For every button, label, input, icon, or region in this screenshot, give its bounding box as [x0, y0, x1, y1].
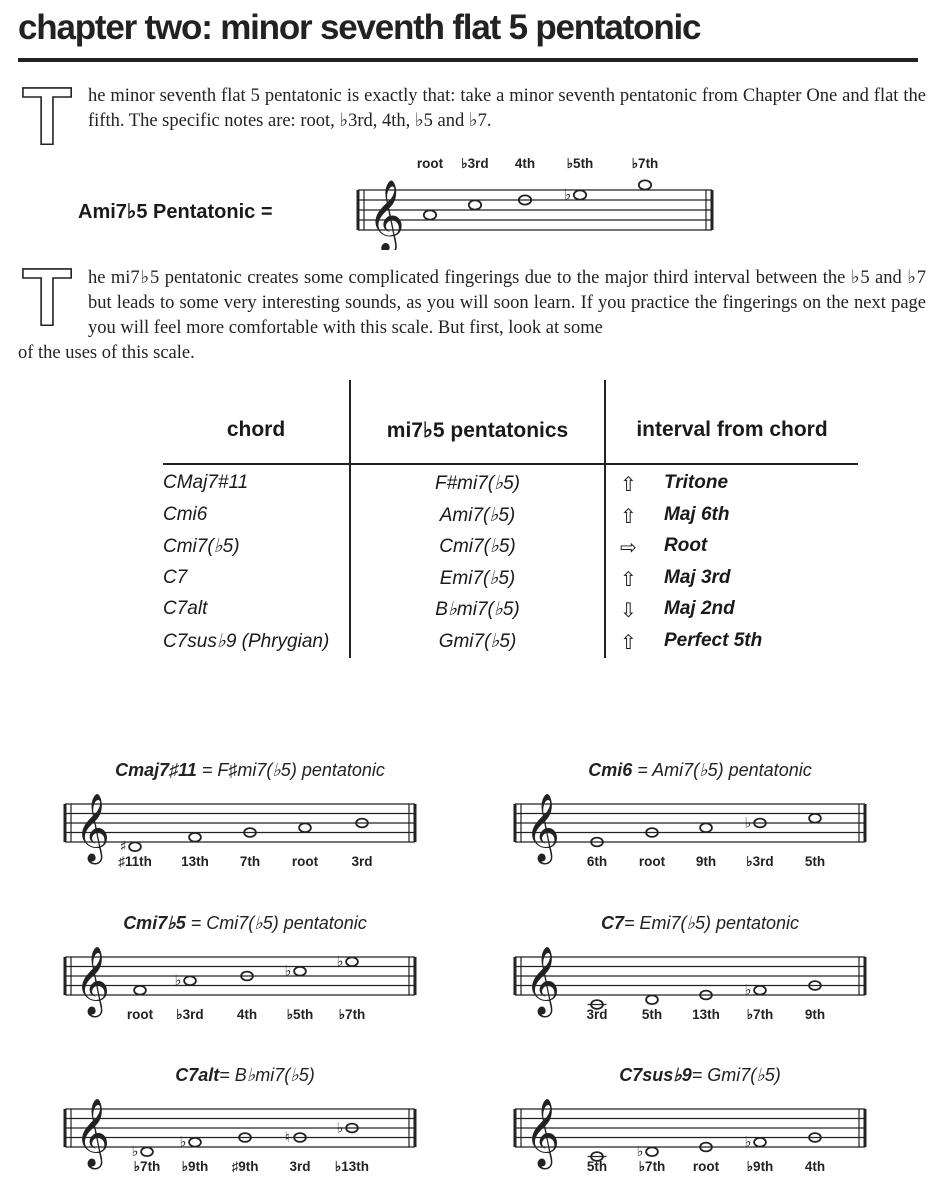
row-pentatonic: Cmi7(♭5): [439, 536, 516, 558]
intro-paragraph: he minor seventh flat 5 pentatonic is exactly that: take a minor seventh pentatonic from Chapter One and flat the fifth. The specific notes are: root, ♭3rd, 4th, ♭5 and ♭7.: [88, 86, 926, 131]
example-staff: [0, 1085, 941, 1185]
direction-arrow-icon: ⇧: [620, 474, 637, 496]
treble-clef-icon: 𝄞: [75, 1097, 110, 1167]
row-interval: Root: [664, 535, 708, 557]
interval-label: 4th: [236, 1007, 258, 1022]
row-pentatonic: F#mi7(♭5): [435, 473, 520, 494]
example-chord: Cmaj7♯11: [115, 760, 197, 780]
accidental-icon: ♭: [174, 973, 182, 990]
direction-arrow-icon: ⇧: [620, 632, 637, 654]
example-scale: = B♭mi7(♭5): [219, 1065, 315, 1085]
whole-note: [754, 1138, 766, 1147]
interval-label: 9th: [804, 1007, 826, 1022]
example-title: [540, 760, 860, 781]
accidental-icon: ♭: [336, 1120, 344, 1137]
interval-label: root: [291, 854, 319, 869]
row-interval: Perfect 5th: [664, 630, 763, 651]
second-paragraph: he mi7♭5 pentatonic creates some complicated fingerings due to the major third interval between the ♭5 and ♭7 but leads to some very interesting sounds, as you will soon learn. If you practice the fingerings on the next page you will feel more comfortable with this scale. But first, look at some: [88, 268, 926, 338]
interval-label: ♭9th: [181, 1159, 209, 1174]
treble-clef-icon: 𝄞: [75, 792, 110, 862]
treble-clef-icon: 𝄞: [525, 792, 560, 862]
interval-label: root: [638, 854, 666, 869]
row-chord: C7sus♭9 (Phrygian): [163, 631, 330, 652]
accidental-icon: ♭: [744, 815, 752, 832]
interval-label: 3rd: [351, 854, 373, 869]
example-scale: = F♯mi7(♭5) pentatonic: [196, 760, 385, 780]
whole-note: [646, 1147, 658, 1156]
row-interval: Tritone: [664, 472, 729, 493]
note-label: ♭7th: [631, 156, 659, 171]
interval-label: root: [126, 1007, 154, 1022]
interval-label: 7th: [239, 854, 261, 869]
example-title: [540, 913, 860, 934]
interval-label: ♭7th: [133, 1159, 161, 1174]
example-chord: C7alt: [175, 1065, 220, 1085]
accidental-icon: ♭: [564, 185, 572, 204]
header-pentatonics: mi7♭5 pentatonics: [386, 419, 569, 442]
example-scale: = Ami7(♭5) pentatonic: [632, 760, 812, 780]
second-paragraph-end: of the uses of this scale.: [18, 343, 195, 363]
interval-label: 6th: [586, 854, 608, 869]
example-scale: = Emi7(♭5) pentatonic: [623, 913, 800, 933]
interval-label: ♭7th: [638, 1159, 666, 1174]
interval-label: ♭7th: [338, 1007, 366, 1022]
row-chord: Cmi6: [163, 503, 208, 525]
whole-note: [424, 210, 436, 219]
interval-label: ♭3rd: [746, 854, 774, 869]
accidental-icon: ♭: [744, 982, 752, 999]
treble-clef-icon: 𝄞: [525, 1097, 560, 1167]
note-label: ♭3rd: [461, 156, 489, 171]
example-scale: = Gmi7(♭5): [691, 1065, 781, 1085]
interval-label: 9th: [695, 854, 717, 869]
row-chord: C7: [163, 566, 188, 588]
accidental-icon: ♮: [284, 1129, 290, 1146]
direction-arrow-icon: ⇨: [620, 537, 637, 560]
treble-clef-icon: 𝄞: [525, 945, 560, 1015]
note-label: root: [416, 156, 444, 171]
example-title: [540, 1065, 860, 1086]
accidental-icon: ♭: [131, 1144, 139, 1161]
whole-note: [754, 986, 766, 995]
interval-label: root: [692, 1159, 720, 1174]
row-chord: CMaj7#11: [163, 472, 249, 493]
title-rule: [18, 58, 918, 62]
example-staff: [0, 780, 941, 880]
interval-label: ♯9th: [231, 1159, 259, 1174]
interval-label: 13th: [181, 854, 209, 869]
main-scale-staff: [350, 150, 720, 250]
example-scale: = Cmi7(♭5) pentatonic: [185, 913, 367, 933]
whole-note: [646, 995, 658, 1004]
accidental-icon: ♭: [179, 1134, 187, 1151]
example-chord: C7: [600, 913, 624, 933]
whole-note: [639, 180, 651, 189]
direction-arrow-icon: ⇧: [620, 568, 637, 591]
drop-cap-2: T: [22, 252, 73, 343]
direction-arrow-icon: ⇩: [620, 600, 637, 623]
accidental-icon: ♭: [744, 1134, 752, 1151]
example-title: [90, 760, 410, 781]
example-staff: [0, 933, 941, 1033]
direction-arrow-icon: ⇧: [620, 505, 637, 528]
row-pentatonic: Ami7(♭5): [439, 504, 516, 526]
treble-clef-icon: 𝄞: [75, 945, 110, 1015]
row-pentatonic: B♭mi7(♭5): [435, 599, 520, 621]
example-title: [85, 913, 405, 934]
accidental-icon: ♭: [636, 1144, 644, 1161]
interval-label: 5th: [641, 1007, 663, 1022]
example-chord: Cmi6: [588, 760, 633, 780]
header-interval: interval from chord: [636, 418, 828, 441]
example-title: [85, 1065, 405, 1086]
header-chord: chord: [226, 418, 286, 441]
whole-note: [809, 814, 821, 823]
accidental-icon: ♭: [284, 963, 292, 980]
row-interval: Maj 6th: [664, 503, 730, 525]
row-interval: Maj 3rd: [664, 566, 731, 588]
interval-label: ♭5th: [286, 1007, 314, 1022]
note-label: 4th: [514, 156, 536, 171]
whole-note: [469, 200, 481, 209]
accidental-icon: ♯: [119, 839, 127, 856]
example-chord: Cmi7♭5: [123, 913, 186, 933]
interval-label: 13th: [692, 1007, 720, 1022]
accidental-icon: ♭: [336, 954, 344, 971]
whole-note: [700, 823, 712, 832]
page-title: chapter two: minor seventh flat 5 pentatonic: [18, 8, 701, 47]
whole-note: [574, 190, 586, 199]
row-chord: C7alt: [163, 598, 208, 620]
example-chord: C7sus♭9: [619, 1065, 692, 1085]
row-pentatonic: Gmi7(♭5): [438, 631, 517, 652]
interval-label: ♭9th: [746, 1159, 774, 1174]
row-chord: Cmi7(♭5): [163, 536, 240, 558]
interval-label: ♭3rd: [176, 1007, 204, 1022]
drop-cap-1: T: [22, 71, 73, 162]
interval-label: ♭13th: [334, 1159, 370, 1174]
interval-label: 3rd: [289, 1159, 311, 1174]
interval-label: 5th: [586, 1159, 608, 1174]
interval-label: ♭7th: [746, 1007, 774, 1022]
treble-clef-icon: 𝄞: [368, 178, 405, 250]
main-scale-label: Ami7♭5 Pentatonic =: [78, 201, 273, 223]
row-pentatonic: Emi7(♭5): [439, 567, 516, 589]
table-header-rule: [163, 463, 858, 465]
note-label: ♭5th: [566, 156, 594, 171]
interval-label: 5th: [804, 854, 826, 869]
interval-label: 3rd: [586, 1007, 608, 1022]
row-interval: Maj 2nd: [664, 598, 735, 620]
interval-label: 4th: [804, 1159, 826, 1174]
interval-label: ♯11th: [118, 854, 152, 869]
